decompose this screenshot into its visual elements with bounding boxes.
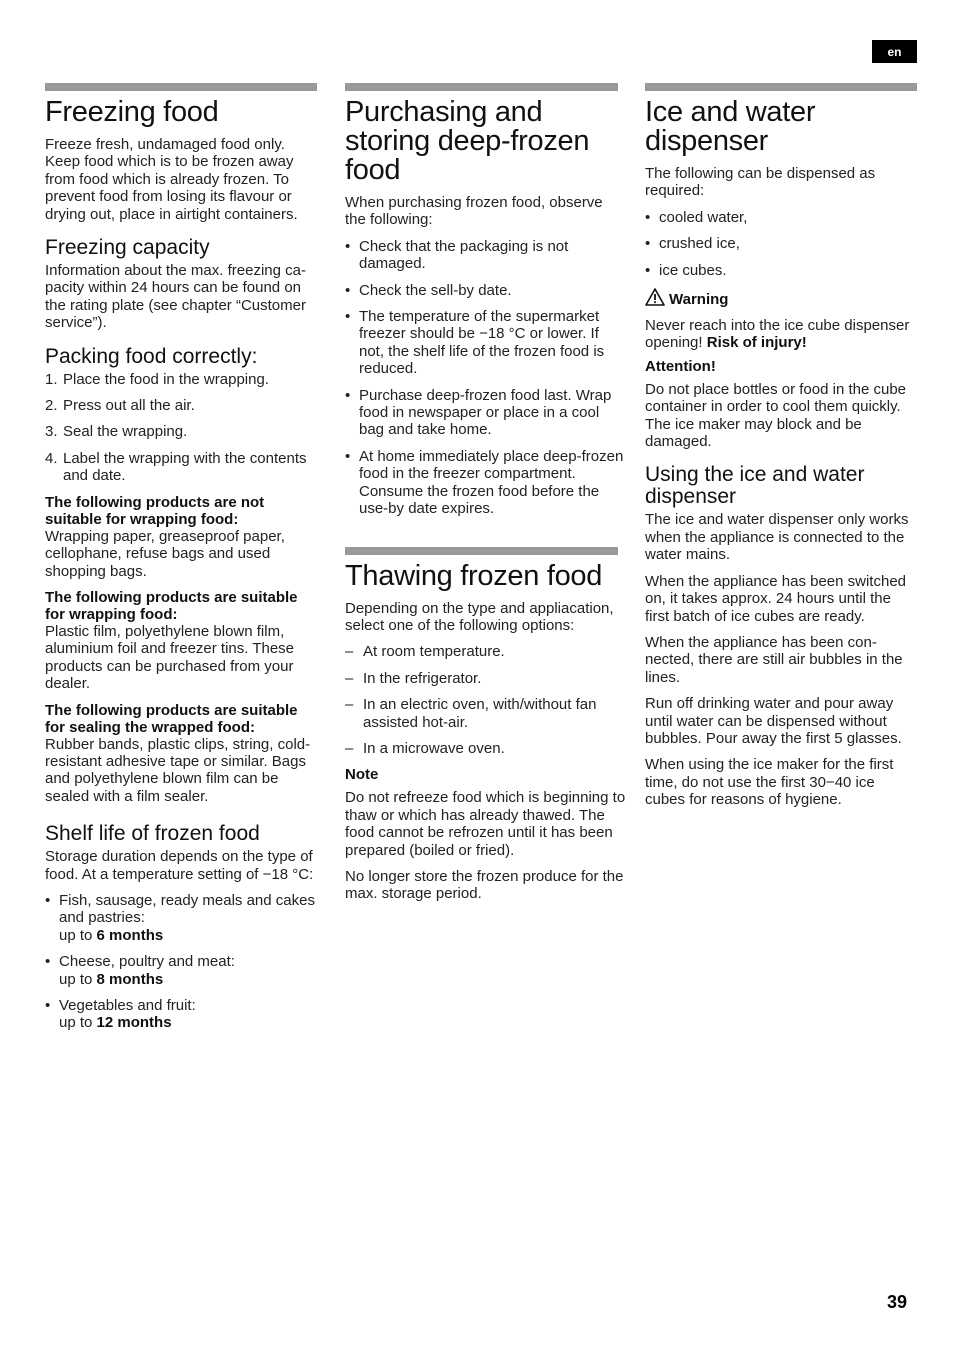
list-item: – In an electric oven, with/without fan assisted hot-air. (345, 696, 597, 731)
section-rule (345, 83, 618, 91)
packing-steps (45, 371, 319, 485)
packing-heading: Packing food correctly: (45, 344, 258, 368)
list-item: • The temperature of the supermarket freezer should be −18 °C or lower. If not, the shelf life of the frozen food is reduced. (345, 308, 605, 378)
section-rule (645, 83, 917, 91)
column-ice-water (645, 83, 917, 818)
list-item: 1. Place the food in the wrapping. (45, 370, 269, 388)
shelf-life-list (45, 892, 319, 1032)
ice-water-title: Ice and water dispenser (645, 96, 816, 157)
list-item: • crushed ice, (645, 235, 740, 253)
list-item: 4. Label the wrapping with the contents and date. (45, 449, 307, 485)
warning-text: Never reach into the ice cube dispenser opening! Risk of injury! (645, 317, 910, 352)
list-item: – At room temperature. (345, 643, 505, 661)
page-number: 39 (886, 1292, 907, 1312)
list-item: 3. Seal the wrapping. (45, 423, 188, 441)
column-freezing-food (45, 83, 319, 1041)
thawing-options (345, 643, 627, 757)
list-item: – In a microwave oven. (345, 739, 505, 757)
using-paragraph: When using the ice maker for the first time, do not use the first 30−40 ice cubes for reasons of hygiene. (645, 756, 894, 809)
purchasing-title: Purchasing and storing deep-frozen food (345, 96, 590, 186)
list-item: • Check that the packaging is not damaged. (345, 237, 569, 273)
list-item: • Check the sell-by date. (345, 281, 512, 299)
freezing-food-title: Freezing food (45, 96, 219, 128)
note-label: Note (345, 766, 379, 784)
warning-header (645, 288, 917, 311)
purchasing-intro: When purchasing frozen food, observe the following: (345, 194, 603, 229)
attention-label: Attention! (645, 357, 716, 375)
sealing-label: The following products are suitable for sealing the wrapped food: (45, 701, 298, 736)
attention-text: Do not place bottles or food in the cube container in order to cool them quickly. The ice maker may block and be damaged. (645, 380, 907, 451)
freezing-capacity-heading: Freezing capacity (45, 236, 210, 260)
not-suitable-text: Wrapping paper, greaseproof paper, cellophane, refuse bags and used shopping bags. (45, 527, 285, 580)
thawing-intro: Depending on the type and appliacation, select one of the following options: (345, 599, 614, 634)
using-dispenser-heading: Using the ice and water dispenser (645, 463, 865, 509)
list-item: • Cheese, poultry and meat: up to 8 months (45, 953, 235, 988)
thawing-title: Thawing frozen food (345, 559, 603, 592)
using-paragraph: When the appliance has been connected, there are still air bubbles in the lines. (645, 633, 903, 686)
thawing-closing: No longer store the frozen produce for the max. storage period. (345, 867, 624, 903)
list-item: • ice cubes. (645, 261, 727, 279)
suitable-text: Plastic film, polyethylene blown film, aluminium foil and freezer tins. These products can be purchased from your dealer. (45, 622, 295, 693)
suitable-label: The following products are suitable for wrapping food: (45, 588, 298, 623)
list-item: – In the refrigerator. (345, 669, 482, 687)
list-item: 2. Press out all the air. (45, 397, 195, 415)
purchasing-list (345, 238, 627, 518)
ice-water-intro: The following can be dispensed as required: (645, 165, 876, 200)
column-purchasing (345, 83, 627, 912)
list-item: • Fish, sausage, ready meals and cakes and pastries: up to 6 months (45, 891, 315, 944)
section-rule (45, 83, 317, 91)
note-text: Do not refreeze food which is beginning to thaw or which has already thawed. The food cannot be refrozen until it has been prepared (boiled or fried). (345, 789, 626, 859)
using-paragraph: Run off drinking water and pour away until water can be dispensed without bubbles. Pour away the first 5 glasses. (645, 695, 902, 747)
list-item: • cooled water, (645, 208, 748, 226)
language-badge: en (872, 40, 917, 63)
list-item: • Purchase deep-frozen food last. Wrap food in newspaper or place in a cool bag and take home. (345, 386, 612, 439)
shelf-life-heading: Shelf life of frozen food (45, 822, 260, 846)
warning-label: Warning (669, 291, 729, 309)
using-paragraph: The ice and water dispenser only works when the appliance is connected to the water mains. (645, 511, 909, 564)
shelf-life-text: Storage duration depends on the type of food. At a temperature setting of −18 °C: (45, 848, 314, 883)
list-item: • At home immediately place deep-frozen food in the freezer compartment. Consume the frozen food before the use-by date expires. (345, 447, 624, 518)
not-suitable-label: The following products are not suitable for wrapping food: (45, 493, 265, 528)
list-item: • Vegetables and fruit: up to 12 months (45, 997, 196, 1032)
using-paragraph: When the appliance has been switched on, it takes approx. 24 hours until the first batch of ice cubes are ready. (645, 572, 907, 625)
freezing-capacity-text: Information about the max. freezing capacity within 24 hours can be found on the rating plate (see chapter “Customer service”). (45, 262, 306, 332)
sealing-text: Rubber bands, plastic clips, string, cold-resistant adhesive tape or similar. Bags and polyethylene blown film can be sealed with a film sealer. (45, 735, 311, 805)
section-rule (345, 547, 618, 555)
dispense-list (645, 209, 917, 279)
freezing-intro: Freeze fresh, undamaged food only. Keep food which is to be frozen away from food which is already frozen. To prevent food from losing its flavour or drying out, place in airtight containers. (45, 136, 298, 223)
warning-triangle-icon (645, 288, 665, 311)
